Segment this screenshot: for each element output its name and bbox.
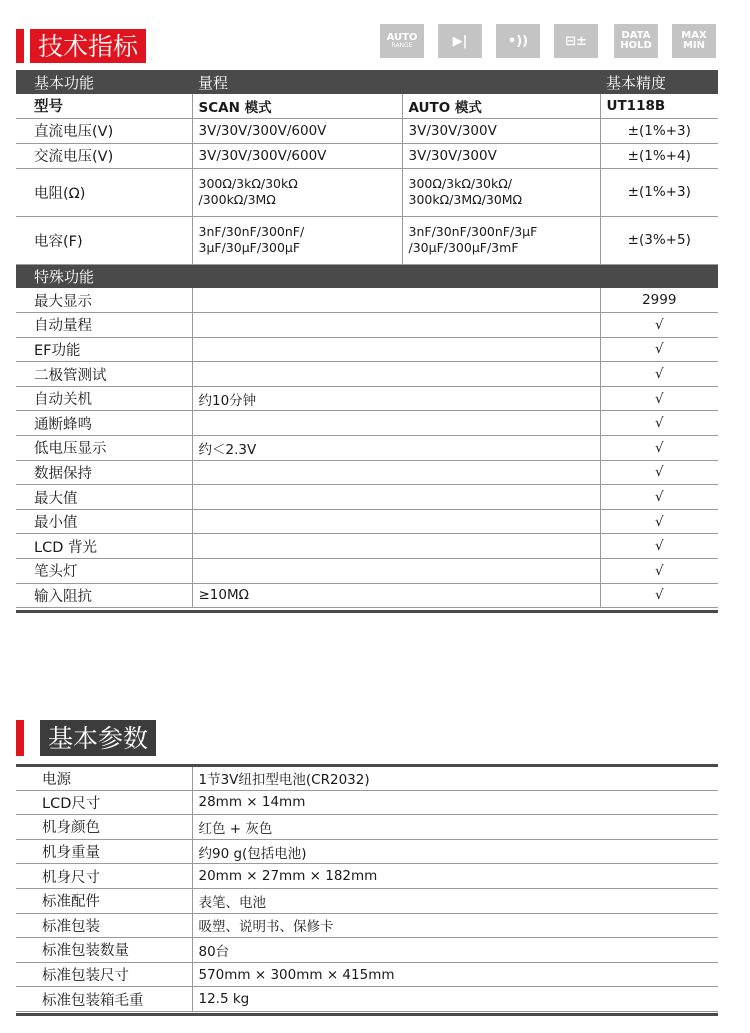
function-value [192,460,600,485]
param-label: 机身尺寸 [16,864,192,889]
table-row [16,216,718,264]
auto-range [402,168,600,216]
function-label: 最大显示 [16,288,192,313]
function-value: 约＜2.3V [192,436,600,461]
special-function-row [16,436,718,461]
special-function-row [16,559,718,584]
header-basic-function: 基本功能 [16,70,192,94]
param-row [16,962,718,987]
table-header [16,70,718,94]
support-mark: √ [600,559,718,584]
section-accent-bar [16,29,24,63]
auto-range: 3V/30V/300V [402,143,600,168]
scan-range: 3V/30V/300V/600V [192,143,402,168]
function-label: 最大值 [16,485,192,510]
table-row [16,143,718,168]
special-functions-title: 特殊功能 [16,264,718,288]
support-mark: √ [600,534,718,559]
function-label: 通断蜂鸣 [16,411,192,436]
support-mark: √ [600,411,718,436]
support-mark: √ [600,436,718,461]
param-value: 80台 [192,938,718,963]
special-functions-header [16,264,718,288]
function-label: 自动量程 [16,313,192,338]
param-label: 标准包装 [16,913,192,938]
function-value [192,337,600,362]
param-row [16,987,718,1012]
scan-range-line1: 300Ω/3kΩ/30kΩ [198,176,298,191]
row-label: 电容(F) [16,216,192,264]
support-mark: √ [600,362,718,387]
support-mark: √ [600,386,718,411]
special-function-row [16,534,718,559]
special-function-row [16,411,718,436]
support-mark: √ [600,485,718,510]
param-row [16,938,718,963]
function-label: 最小值 [16,509,192,534]
function-label: 笔头灯 [16,559,192,584]
support-mark: √ [600,337,718,362]
special-function-row [16,583,718,608]
param-label: 机身颜色 [16,815,192,840]
max-min-icon: MAX MIN [672,24,716,58]
param-label: 标准包装箱毛重 [16,987,192,1012]
continuity-icon: •)) [496,24,540,58]
params-table [16,764,718,1012]
param-value: 约90 g(包括电池) [192,839,718,864]
table-row [16,168,718,216]
header-accuracy: 基本精度 [600,70,718,94]
param-row [16,864,718,889]
support-mark: √ [600,509,718,534]
param-value: 1节3V纽扣型电池(CR2032) [192,766,718,791]
accuracy: ±(1%+3) [600,168,718,216]
param-row [16,888,718,913]
model-number: UT118B [600,94,718,118]
param-row [16,815,718,840]
function-value [192,534,600,559]
function-value: ≥10MΩ [192,583,600,608]
param-label: LCD尺寸 [16,790,192,815]
scan-range [192,168,402,216]
auto-mode-label: AUTO 模式 [402,94,600,118]
params-table-bottom-rule [16,1013,718,1016]
function-value [192,288,600,313]
function-value [192,509,600,534]
scan-mode-label: SCAN 模式 [192,94,402,118]
section-title-params: 基本参数 [40,720,156,756]
special-function-row [16,288,718,313]
auto-range-line1: 300Ω/3kΩ/30kΩ/ [408,176,512,191]
accuracy: ±(1%+3) [600,118,718,143]
special-function-row [16,313,718,338]
param-label: 标准包装数量 [16,938,192,963]
function-label: 自动关机 [16,386,192,411]
special-function-row [16,362,718,387]
scan-range-line2: 3μF/30μF/300μF [198,240,301,255]
param-row [16,913,718,938]
section-accent-bar [16,720,24,756]
header-range: 量程 [192,70,600,94]
support-mark: 2999 [600,288,718,313]
function-label: LCD 背光 [16,534,192,559]
function-label: EF功能 [16,337,192,362]
row-label: 电阻(Ω) [16,168,192,216]
scan-range [192,216,402,264]
data-hold-icon: DATA HOLD [614,24,658,58]
param-row [16,839,718,864]
param-label: 机身重量 [16,839,192,864]
param-label: 标准包装尺寸 [16,962,192,987]
scan-range: 3V/30V/300V/600V [192,118,402,143]
scan-range-line1: 3nF/30nF/300nF/ [198,224,305,239]
function-value [192,313,600,338]
row-label: 交流电压(V) [16,143,192,168]
param-value: 吸塑、说明书、保修卡 [192,913,718,938]
spec-table [16,70,718,608]
support-mark: √ [600,583,718,608]
diode-icon: ▶| [438,24,482,58]
spec-table-bottom-rule [16,610,718,613]
function-value [192,559,600,584]
auto-range-line2: /30μF/300μF/3mF [408,240,519,255]
param-row [16,790,718,815]
function-label: 数据保持 [16,460,192,485]
function-label: 二极管测试 [16,362,192,387]
param-value: 20mm × 27mm × 182mm [192,864,718,889]
param-value: 红色 + 灰色 [192,815,718,840]
accuracy: ±(1%+4) [600,143,718,168]
row-label: 型号 [16,94,192,118]
function-value [192,411,600,436]
auto-range [402,216,600,264]
function-label: 输入阻抗 [16,583,192,608]
param-row [16,766,718,791]
function-label: 低电压显示 [16,436,192,461]
section-title-specs: 技术指标 [30,29,146,63]
function-value [192,362,600,387]
param-value: 表笔、电池 [192,888,718,913]
param-label: 标准配件 [16,888,192,913]
param-label: 电源 [16,766,192,791]
auto-range: 3V/30V/300V [402,118,600,143]
row-label: 直流电压(V) [16,118,192,143]
auto-range-icon: AUTO RANGE [380,24,424,58]
auto-range-line2: 300kΩ/3MΩ/30MΩ [408,192,523,207]
table-row [16,118,718,143]
auto-range-line1: 3nF/30nF/300nF/3μF [408,224,538,239]
special-function-row [16,386,718,411]
model-row [16,94,718,118]
special-function-row [16,460,718,485]
special-function-row [16,509,718,534]
function-value [192,485,600,510]
battery-icon: ⊟± [554,24,598,58]
accuracy: ±(3%+5) [600,216,718,264]
special-function-row [16,485,718,510]
support-mark: √ [600,460,718,485]
param-value: 570mm × 300mm × 415mm [192,962,718,987]
param-value: 28mm × 14mm [192,790,718,815]
function-value: 约10分钟 [192,386,600,411]
support-mark: √ [600,313,718,338]
special-function-row [16,337,718,362]
scan-range-line2: /300kΩ/3MΩ [198,192,276,207]
param-value: 12.5 kg [192,987,718,1012]
